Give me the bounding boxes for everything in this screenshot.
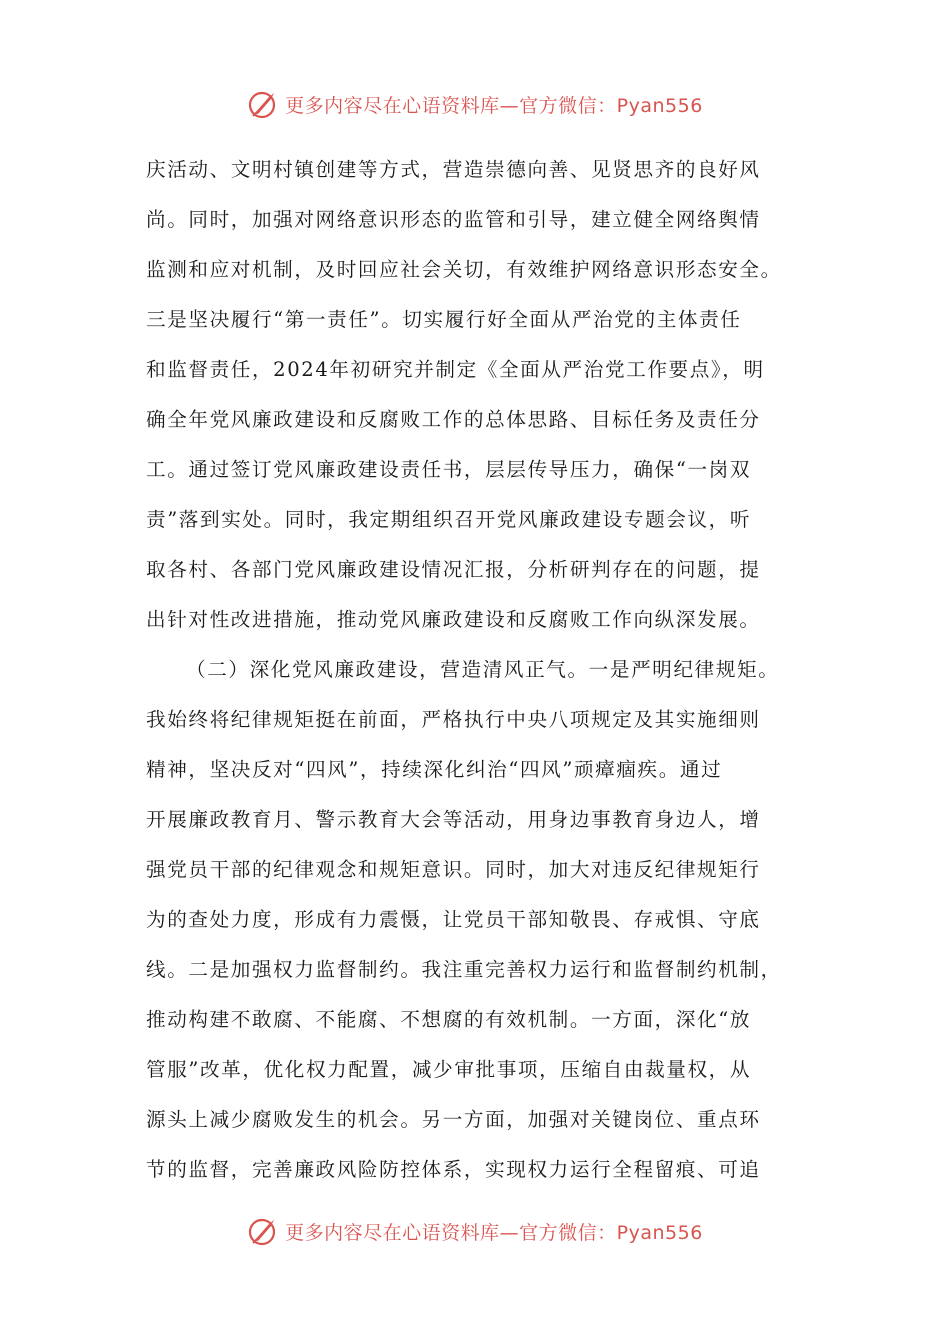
body-line: 节的监督，完善廉政风险防控体系，实现权力运行全程留痕、可追 xyxy=(146,1158,761,1181)
section-heading-line: （二）深化党风廉政建设，营造清风正气。一是严明纪律规矩。 xyxy=(186,658,780,681)
body-line: 推动构建不敢腐、不能腐、不想腐的有效机制。一方面，深化“放 xyxy=(146,1008,752,1031)
header-banner xyxy=(0,84,950,124)
document-body xyxy=(146,145,836,1195)
body-line: 为的查处力度，形成有力震慑，让党员干部知敬畏、存戒惧、守底 xyxy=(146,908,761,931)
body-line: 责”落到实处。同时，我定期组织召开党风廉政建设专题会议，听 xyxy=(146,508,752,531)
body-line: 管服”改革，优化权力配置，减少审批事项，压缩自由裁量权，从 xyxy=(146,1058,752,1081)
body-line: 我始终将纪律规矩挺在前面，严格执行中央八项规定及其实施细则 xyxy=(146,708,761,731)
body-line: 确全年党风廉政建设和反腐败工作的总体思路、目标任务及责任分 xyxy=(146,408,761,431)
body-line: 取各村、各部门党风廉政建设情况汇报，分析研判存在的问题，提 xyxy=(146,558,761,581)
body-line: 工。通过签订党风廉政建设责任书，层层传导压力，确保“一岗双 xyxy=(146,458,752,481)
body-line: 强党员干部的纪律观念和规矩意识。同时，加大对违反纪律规矩行 xyxy=(146,858,761,881)
body-line: 精神，坚决反对“四风”，持续深化纠治“四风”顽瘴痼疾。通过 xyxy=(146,758,723,781)
body-line: 源头上减少腐败发生的机会。另一方面，加强对关键岗位、重点环 xyxy=(146,1108,761,1131)
body-line: 和监督责任，2024年初研究并制定《全面从严治党工作要点》，明 xyxy=(146,358,765,381)
body-line: 三是坚决履行“第一责任”。切实履行好全面从严治党的主体责任 xyxy=(146,308,742,331)
body-line: 尚。同时，加强对网络意识形态的监管和引导，建立健全网络舆情 xyxy=(146,208,761,231)
body-line: 出针对性改进措施，推动党风廉政建设和反腐败工作向纵深发展。 xyxy=(146,608,761,631)
body-line: 监测和应对机制，及时回应社会关切，有效维护网络意识形态安全。 xyxy=(146,258,782,281)
body-line: 线。二是加强权力监督制约。我注重完善权力运行和监督制约机制， xyxy=(146,958,782,981)
pen-logo-icon xyxy=(247,87,281,121)
footer-banner-text: 更多内容尽在心语资料库—官方微信：Pyan556 xyxy=(285,1221,703,1244)
body-line: 开展廉政教育月、警示教育大会等活动，用身边事教育身边人，增 xyxy=(146,808,761,831)
header-banner-text: 更多内容尽在心语资料库—官方微信：Pyan556 xyxy=(285,94,703,117)
pen-logo-icon xyxy=(247,1214,281,1248)
footer-banner xyxy=(0,1211,950,1251)
body-line: 庆活动、文明村镇创建等方式，营造崇德向善、见贤思齐的良好风 xyxy=(146,158,761,181)
